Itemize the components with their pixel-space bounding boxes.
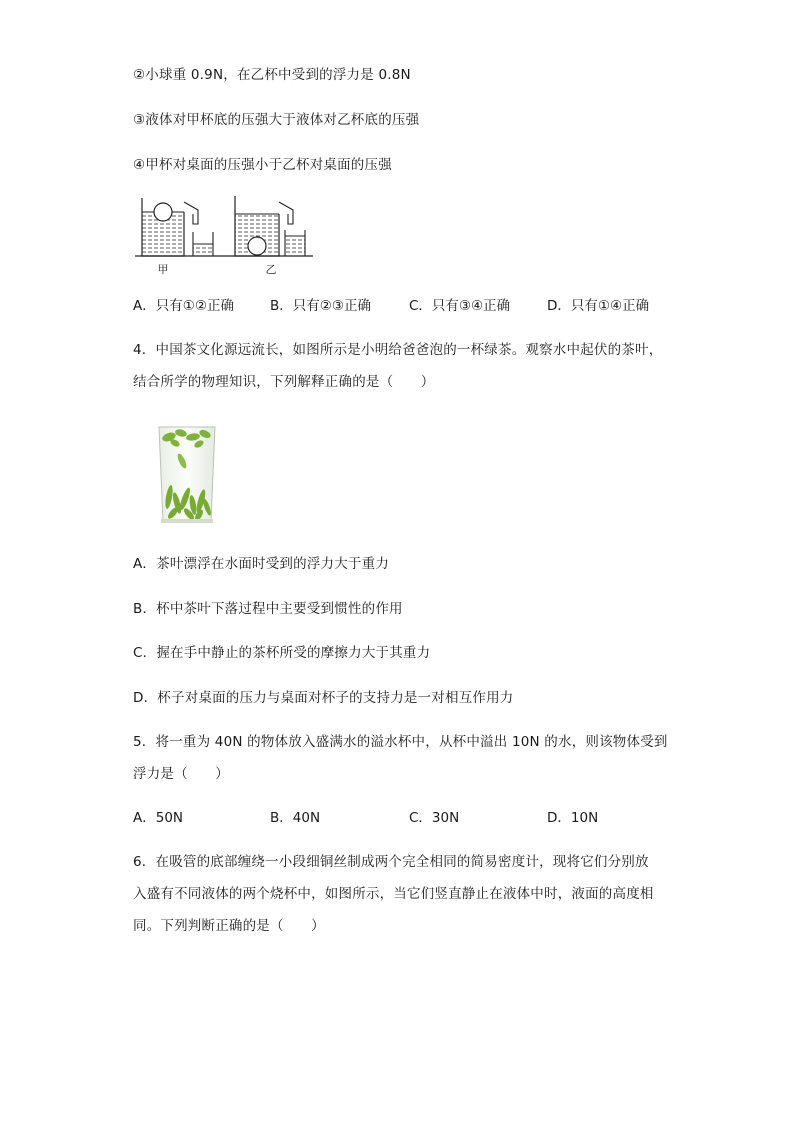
statement-3: ③液体对甲杯底的压强大于液体对乙杯底的压强 <box>133 112 420 128</box>
label-yi: 乙 <box>265 263 277 276</box>
q3-option-c[interactable]: C．只有③④正确 <box>409 298 511 314</box>
q6-stem-line1: 6．在吸管的底部缠绕一小段细铜丝制成两个完全相同的简易密度计，现将它们分别放 <box>133 854 649 870</box>
q5-option-d[interactable]: D．10N <box>547 810 599 826</box>
q5-stem-line2: 浮力是（ ） <box>133 766 229 782</box>
q4-option-b[interactable]: B．杯中茶叶下落过程中主要受到惯性的作用 <box>133 601 403 617</box>
overflow-cups-figure <box>130 190 320 280</box>
ball-floating <box>154 203 172 221</box>
q4-stem-line1: 4．中国茶文化源远流长，如图所示是小明给爸爸泡的一杯绿茶。观察水中起伏的茶叶， <box>133 342 663 358</box>
q3-option-d[interactable]: D．只有①④正确 <box>547 298 650 314</box>
q5-stem-line1: 5．将一重为 40N 的物体放入盛满水的溢水杯中，从杯中溢出 10N 的水，则该物体受到 <box>133 734 668 750</box>
cup-jia <box>142 198 198 256</box>
q5-option-a[interactable]: A．50N <box>133 810 184 826</box>
statement-2: ②小球重 0.9N，在乙杯中受到的浮力是 0.8N <box>133 67 411 83</box>
q4-option-c[interactable]: C．握在手中静止的茶杯所受的摩擦力大于其重力 <box>133 645 431 661</box>
q6-stem-line3: 同。下列判断正确的是（ ） <box>133 918 325 934</box>
green-tea-glass-image <box>155 425 219 525</box>
q5-option-b[interactable]: B．40N <box>270 810 321 826</box>
label-jia: 甲 <box>157 263 169 276</box>
q4-stem-line2: 结合所学的物理知识，下列解释正确的是（ ） <box>133 374 435 390</box>
beaker-yi <box>285 230 305 256</box>
q5-option-c[interactable]: C．30N <box>409 810 460 826</box>
statement-4: ④甲杯对桌面的压强小于乙杯对桌面的压强 <box>133 157 392 173</box>
q3-option-b[interactable]: B．只有②③正确 <box>270 298 371 314</box>
q4-option-a[interactable]: A．茶叶漂浮在水面时受到的浮力大于重力 <box>133 556 390 572</box>
cup-yi <box>235 196 293 256</box>
q4-option-d[interactable]: D．杯子对桌面的压力与桌面对杯子的支持力是一对相互作用力 <box>133 690 514 706</box>
ball-sunk <box>248 237 266 255</box>
q6-stem-line2: 入盛有不同液体的两个烧杯中，如图所示，当它们竖直静止在液体中时，液面的高度相 <box>133 886 654 902</box>
beaker-jia <box>193 232 213 256</box>
q3-option-a[interactable]: A．只有①②正确 <box>133 298 234 314</box>
